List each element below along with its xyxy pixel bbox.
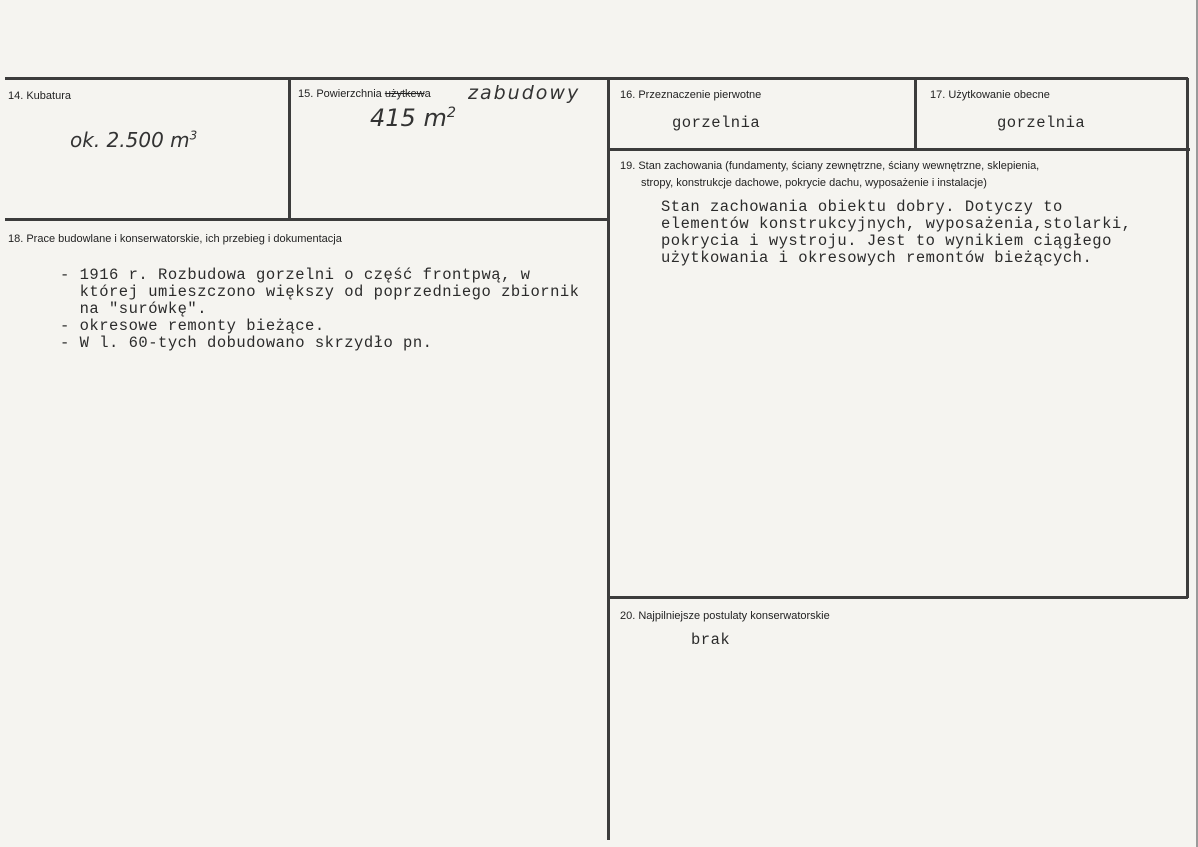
field-14-label: 14. Kubatura	[8, 90, 71, 102]
field-16-value: gorzelnia	[672, 114, 761, 132]
field-19-line: elementów konstrukcyjnych, wyposażenia,stolarki,	[661, 215, 1132, 233]
field-14-value	[70, 128, 197, 152]
field-18-line: na "surówkę".	[60, 300, 208, 318]
field-15-value-sup: 2	[446, 105, 456, 121]
field-17-label: 17. Użytkowanie obecne	[930, 89, 1050, 101]
field-15-label-struck: użytkew	[384, 88, 425, 100]
field-17-value: gorzelnia	[997, 114, 1086, 132]
field-19-label-line2: stropy, konstrukcje dachowe, pokrycie dachu, wyposażenie i instalacje)	[641, 177, 987, 189]
rule-right	[1186, 78, 1189, 598]
rule-14-15-divider	[288, 78, 291, 220]
field-18-line: - okresowe remonty bieżące.	[60, 317, 325, 335]
field-14-value-text: ok. 2.500 m	[70, 128, 190, 152]
field-16-label: 16. Przeznaczenie pierwotne	[620, 89, 762, 101]
field-19-line: pokrycia i wystroju. Jest to wynikiem ciągłego	[661, 232, 1112, 250]
field-18-line: - W l. 60-tych dobudowano skrzydło pn.	[60, 334, 433, 352]
field-20-label: 20. Najpilniejsze postulaty konserwatorskie	[620, 610, 830, 622]
field-15-label	[298, 87, 431, 101]
rule-14-15-bottom	[5, 218, 610, 221]
field-18-line: - 1916 r. Rozbudowa gorzelni o część frontpwą, w	[60, 266, 531, 284]
rule-main-divider	[607, 78, 610, 840]
field-15-handwritten-insert: zabudowy	[468, 82, 581, 104]
field-15-label-prefix: 15. Powierzchnia	[298, 88, 385, 100]
field-18-label: 18. Prace budowlane i konserwatorskie, ich przebieg i dokumentacja	[8, 233, 342, 245]
field-19-line: Stan zachowania obiektu dobry. Dotyczy to	[661, 198, 1063, 216]
field-15-value-text: 415 m	[370, 104, 447, 132]
rule-16-17-divider	[914, 78, 917, 150]
field-18-line: której umieszczono większy od poprzedniego zbiornik	[60, 283, 580, 301]
field-20-value: brak	[691, 631, 731, 649]
field-15-value	[370, 104, 456, 132]
rule-16-17-bottom	[610, 148, 1190, 151]
rule-top	[5, 77, 1188, 80]
field-19-label-line1: 19. Stan zachowania (fundamenty, ściany zewnętrzne, ściany wewnętrzne, sklepienia,	[620, 160, 1040, 172]
field-19-line: użytkowania i okresowych remontów bieżących.	[661, 249, 1093, 267]
field-15-label-suffix: a	[424, 88, 431, 100]
field-14-value-sup: 3	[189, 128, 198, 143]
rule-19-bottom	[610, 596, 1188, 599]
